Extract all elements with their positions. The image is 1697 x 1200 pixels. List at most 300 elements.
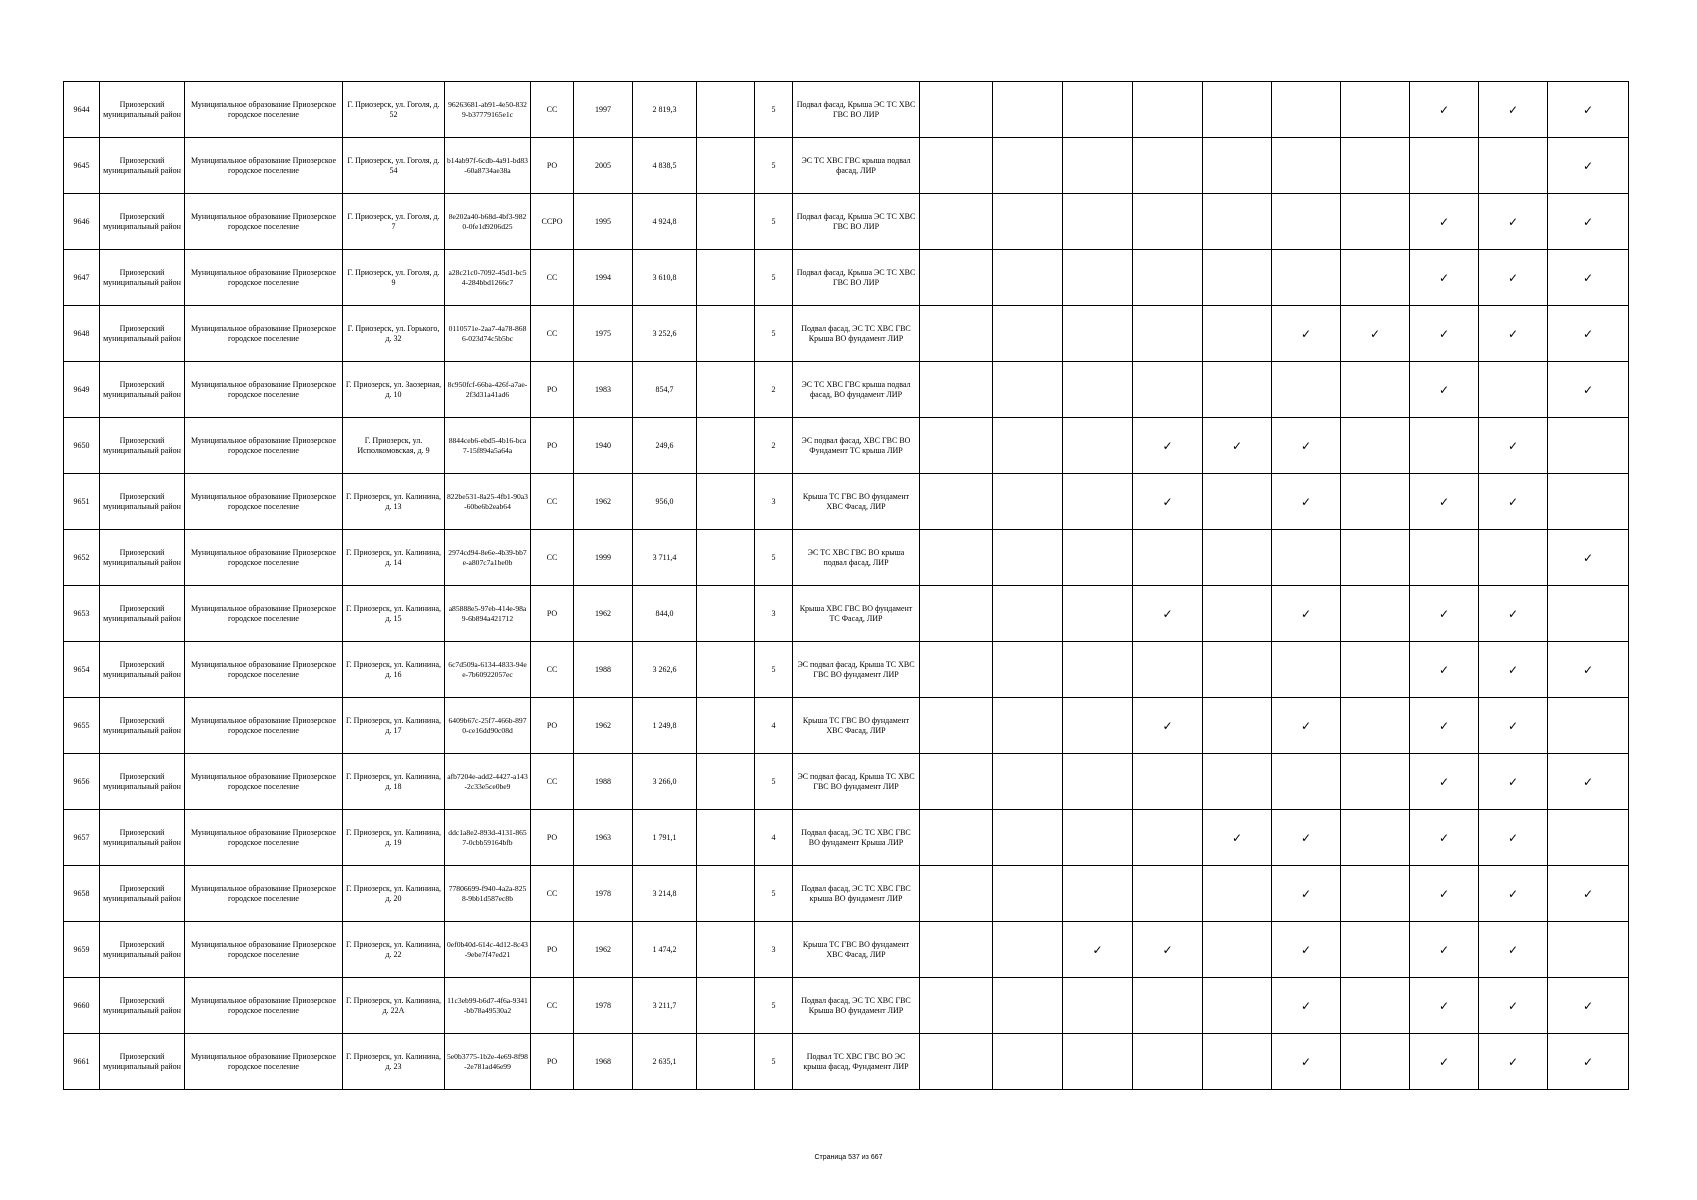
empty-check-cell (920, 642, 993, 698)
checkmark-icon: ✓ (1341, 306, 1410, 362)
checkmark-icon: ✓ (1063, 922, 1133, 978)
area-cell: 4 924,8 (633, 194, 697, 250)
wall-type-cell: РО (531, 362, 574, 418)
district-cell: Приозерский муниципальный район (100, 866, 185, 922)
wall-type-cell: РО (531, 698, 574, 754)
district-cell: Приозерский муниципальный район (100, 754, 185, 810)
row-number: 9660 (64, 978, 100, 1034)
floors-cell: 3 (755, 586, 793, 642)
area-cell: 3 262,6 (633, 642, 697, 698)
empty-check-cell (1133, 978, 1203, 1034)
table-row (64, 474, 1629, 530)
checkmark-icon: ✓ (1410, 866, 1479, 922)
address-cell: Г. Приозерск, ул. Гоголя, д. 52 (343, 82, 445, 138)
wall-type-cell: ССРО (531, 194, 574, 250)
empty-check-cell (1063, 698, 1133, 754)
row-number: 9657 (64, 810, 100, 866)
address-cell: Г. Приозерск, ул. Калинина, д. 22А (343, 978, 445, 1034)
empty-check-cell (1203, 474, 1272, 530)
table-row (64, 642, 1629, 698)
address-cell: Г. Приозерск, ул. Горького, д. 32 (343, 306, 445, 362)
address-cell: Г. Приозерск, ул. Калинина, д. 17 (343, 698, 445, 754)
area-cell: 3 252,6 (633, 306, 697, 362)
empty-check-cell (1203, 250, 1272, 306)
address-cell: Г. Приозерск, ул. Гоголя, д. 9 (343, 250, 445, 306)
checkmark-icon: ✓ (1479, 978, 1548, 1034)
checkmark-icon: ✓ (1479, 698, 1548, 754)
empty-check-cell (993, 306, 1063, 362)
table-row (64, 530, 1629, 586)
empty-check-cell (920, 978, 993, 1034)
address-cell: Г. Приозерск, ул. Гоголя, д. 54 (343, 138, 445, 194)
address-cell: Г. Приозерск, ул. Калинина, д. 15 (343, 586, 445, 642)
municipality-cell: Муниципальное образование Приозерское городское поселение (185, 362, 343, 418)
works-cell: Подвал фасад, Крыша ЭС ТС ХВС ГВС ВО ЛИР (793, 82, 920, 138)
empty-check-cell (920, 754, 993, 810)
checkmark-icon: ✓ (1272, 978, 1341, 1034)
empty-check-cell (920, 474, 993, 530)
row-number: 9647 (64, 250, 100, 306)
row-number: 9656 (64, 754, 100, 810)
empty-cell (697, 810, 755, 866)
empty-check-cell (1548, 586, 1629, 642)
empty-check-cell (1133, 194, 1203, 250)
floors-cell: 4 (755, 698, 793, 754)
empty-check-cell (993, 754, 1063, 810)
table-row (64, 698, 1629, 754)
empty-check-cell (993, 194, 1063, 250)
address-cell: Г. Приозерск, ул. Калинина, д. 16 (343, 642, 445, 698)
row-number: 9649 (64, 362, 100, 418)
guid-cell: 5e0b3775-1b2e-4e69-8f98-2e781ad46e99 (445, 1034, 531, 1090)
checkmark-icon: ✓ (1410, 1034, 1479, 1090)
district-cell: Приозерский муниципальный район (100, 306, 185, 362)
empty-check-cell (1133, 754, 1203, 810)
empty-check-cell (1341, 530, 1410, 586)
checkmark-icon: ✓ (1548, 866, 1629, 922)
checkmark-icon: ✓ (1272, 698, 1341, 754)
wall-type-cell: СС (531, 82, 574, 138)
empty-check-cell (1341, 754, 1410, 810)
empty-check-cell (920, 362, 993, 418)
empty-check-cell (1203, 194, 1272, 250)
year-cell: 1962 (574, 474, 633, 530)
floors-cell: 5 (755, 530, 793, 586)
empty-check-cell (1341, 474, 1410, 530)
empty-cell (697, 642, 755, 698)
guid-cell: 2974cd94-8e6e-4b39-bb7e-a807c7a1be0b (445, 530, 531, 586)
table-row (64, 810, 1629, 866)
empty-cell (697, 138, 755, 194)
empty-check-cell (1341, 866, 1410, 922)
year-cell: 1968 (574, 1034, 633, 1090)
empty-check-cell (920, 530, 993, 586)
guid-cell: 822be531-8a25-4fb1-90a3-60be6b2eab64 (445, 474, 531, 530)
area-cell: 956,0 (633, 474, 697, 530)
empty-check-cell (1133, 1034, 1203, 1090)
checkmark-icon: ✓ (1410, 362, 1479, 418)
empty-check-cell (920, 250, 993, 306)
wall-type-cell: СС (531, 306, 574, 362)
empty-check-cell (1341, 922, 1410, 978)
checkmark-icon: ✓ (1410, 810, 1479, 866)
empty-check-cell (993, 138, 1063, 194)
empty-check-cell (993, 362, 1063, 418)
table-row (64, 250, 1629, 306)
municipality-cell: Муниципальное образование Приозерское городское поселение (185, 82, 343, 138)
empty-check-cell (1203, 642, 1272, 698)
empty-check-cell (1203, 586, 1272, 642)
empty-check-cell (993, 586, 1063, 642)
wall-type-cell: СС (531, 474, 574, 530)
row-number: 9652 (64, 530, 100, 586)
address-cell: Г. Приозерск, ул. Гоголя, д. 7 (343, 194, 445, 250)
municipality-cell: Муниципальное образование Приозерское городское поселение (185, 810, 343, 866)
district-cell: Приозерский муниципальный район (100, 474, 185, 530)
table-row (64, 978, 1629, 1034)
empty-check-cell (1063, 418, 1133, 474)
empty-check-cell (1203, 866, 1272, 922)
empty-cell (697, 474, 755, 530)
empty-check-cell (1063, 866, 1133, 922)
empty-check-cell (920, 82, 993, 138)
guid-cell: b14ab97f-6cdb-4a91-bd83-60a8734ae38a (445, 138, 531, 194)
row-number: 9645 (64, 138, 100, 194)
empty-cell (697, 754, 755, 810)
empty-check-cell (1272, 754, 1341, 810)
checkmark-icon: ✓ (1410, 978, 1479, 1034)
empty-check-cell (1203, 978, 1272, 1034)
municipality-cell: Муниципальное образование Приозерское городское поселение (185, 418, 343, 474)
area-cell: 1 474,2 (633, 922, 697, 978)
empty-check-cell (920, 922, 993, 978)
floors-cell: 3 (755, 922, 793, 978)
checkmark-icon: ✓ (1410, 194, 1479, 250)
address-cell: Г. Приозерск, ул. Исполкомовская, д. 9 (343, 418, 445, 474)
works-cell: ЭС подвал фасад, Крыша ТС ХВС ГВС ВО фундамент ЛИР (793, 642, 920, 698)
empty-check-cell (1479, 530, 1548, 586)
guid-cell: a28c21c0-7092-45d1-bc54-284bbd1266c7 (445, 250, 531, 306)
works-cell: Крыша ХВС ГВС ВО фундамент ТС Фасад, ЛИР (793, 586, 920, 642)
empty-check-cell (993, 698, 1063, 754)
row-number: 9653 (64, 586, 100, 642)
year-cell: 1978 (574, 866, 633, 922)
year-cell: 1962 (574, 922, 633, 978)
municipality-cell: Муниципальное образование Приозерское городское поселение (185, 754, 343, 810)
empty-check-cell (1063, 194, 1133, 250)
empty-check-cell (1063, 642, 1133, 698)
area-cell: 854,7 (633, 362, 697, 418)
year-cell: 1962 (574, 698, 633, 754)
checkmark-icon: ✓ (1133, 586, 1203, 642)
empty-check-cell (1063, 250, 1133, 306)
works-cell: Подвал фасад, ЭС ТС ХВС ГВС Крыша ВО фундамент ЛИР (793, 978, 920, 1034)
empty-check-cell (1272, 530, 1341, 586)
wall-type-cell: РО (531, 810, 574, 866)
empty-check-cell (1341, 810, 1410, 866)
row-number: 9646 (64, 194, 100, 250)
wall-type-cell: РО (531, 586, 574, 642)
floors-cell: 4 (755, 810, 793, 866)
empty-check-cell (1410, 530, 1479, 586)
empty-check-cell (993, 530, 1063, 586)
checkmark-icon: ✓ (1479, 474, 1548, 530)
area-cell: 2 635,1 (633, 1034, 697, 1090)
guid-cell: afb7204e-add2-4427-a143-2c33e5ce0be9 (445, 754, 531, 810)
empty-check-cell (1133, 306, 1203, 362)
table-row (64, 866, 1629, 922)
row-number: 9654 (64, 642, 100, 698)
guid-cell: 6c7d509a-6134-4833-94ee-7b60922057ec (445, 642, 531, 698)
floors-cell: 5 (755, 82, 793, 138)
area-cell: 3 214,8 (633, 866, 697, 922)
empty-check-cell (993, 866, 1063, 922)
guid-cell: 11c3eb99-b6d7-4f6a-9341-bb78a49530a2 (445, 978, 531, 1034)
empty-check-cell (1479, 138, 1548, 194)
municipality-cell: Муниципальное образование Приозерское городское поселение (185, 530, 343, 586)
checkmark-icon: ✓ (1479, 810, 1548, 866)
municipality-cell: Муниципальное образование Приозерское городское поселение (185, 194, 343, 250)
floors-cell: 5 (755, 250, 793, 306)
empty-cell (697, 586, 755, 642)
checkmark-icon: ✓ (1272, 866, 1341, 922)
table-body (64, 82, 1629, 1090)
table-row (64, 922, 1629, 978)
empty-check-cell (1203, 754, 1272, 810)
empty-check-cell (1341, 250, 1410, 306)
empty-check-cell (920, 138, 993, 194)
guid-cell: 8844ceb6-ebd5-4b16-bca7-15f894a5a64a (445, 418, 531, 474)
guid-cell: a85888e5-97eb-414e-98a9-6b894a421712 (445, 586, 531, 642)
checkmark-icon: ✓ (1272, 586, 1341, 642)
district-cell: Приозерский муниципальный район (100, 978, 185, 1034)
empty-check-cell (1203, 698, 1272, 754)
empty-check-cell (1063, 754, 1133, 810)
table-row (64, 362, 1629, 418)
checkmark-icon: ✓ (1548, 978, 1629, 1034)
checkmark-icon: ✓ (1479, 82, 1548, 138)
address-cell: Г. Приозерск, ул. Калинина, д. 19 (343, 810, 445, 866)
year-cell: 1988 (574, 642, 633, 698)
checkmark-icon: ✓ (1548, 306, 1629, 362)
year-cell: 1978 (574, 978, 633, 1034)
area-cell: 3 266,0 (633, 754, 697, 810)
area-cell: 2 819,3 (633, 82, 697, 138)
works-cell: Подвал фасад, Крыша ЭС ТС ХВС ГВС ВО ЛИР (793, 194, 920, 250)
district-cell: Приозерский муниципальный район (100, 418, 185, 474)
floors-cell: 3 (755, 474, 793, 530)
year-cell: 1997 (574, 82, 633, 138)
empty-check-cell (920, 810, 993, 866)
row-number: 9651 (64, 474, 100, 530)
floors-cell: 5 (755, 978, 793, 1034)
floors-cell: 5 (755, 642, 793, 698)
empty-check-cell (1063, 978, 1133, 1034)
empty-check-cell (1203, 1034, 1272, 1090)
empty-check-cell (1341, 1034, 1410, 1090)
address-cell: Г. Приозерск, ул. Калинина, д. 22 (343, 922, 445, 978)
empty-cell (697, 418, 755, 474)
empty-check-cell (1133, 82, 1203, 138)
works-cell: Подвал фасад, ЭС ТС ХВС ГВС крыша ВО фундамент ЛИР (793, 866, 920, 922)
row-number: 9655 (64, 698, 100, 754)
floors-cell: 2 (755, 418, 793, 474)
municipality-cell: Муниципальное образование Приозерское городское поселение (185, 586, 343, 642)
area-cell: 3 211,7 (633, 978, 697, 1034)
empty-check-cell (1203, 138, 1272, 194)
guid-cell: 0110571e-2aa7-4a78-8686-023d74c5b5bc (445, 306, 531, 362)
checkmark-icon: ✓ (1203, 418, 1272, 474)
floors-cell: 5 (755, 138, 793, 194)
wall-type-cell: СС (531, 866, 574, 922)
row-number: 9661 (64, 1034, 100, 1090)
checkmark-icon: ✓ (1548, 1034, 1629, 1090)
empty-check-cell (1063, 530, 1133, 586)
municipality-cell: Муниципальное образование Приозерское городское поселение (185, 698, 343, 754)
checkmark-icon: ✓ (1272, 474, 1341, 530)
address-cell: Г. Приозерск, ул. Заозерная, д. 10 (343, 362, 445, 418)
checkmark-icon: ✓ (1272, 810, 1341, 866)
table-row (64, 418, 1629, 474)
empty-check-cell (1341, 698, 1410, 754)
empty-check-cell (1341, 82, 1410, 138)
empty-check-cell (1133, 810, 1203, 866)
area-cell: 3 610,8 (633, 250, 697, 306)
guid-cell: 8e202a40-b68d-4bf3-9820-0fe1d9206d25 (445, 194, 531, 250)
district-cell: Приозерский муниципальный район (100, 922, 185, 978)
checkmark-icon: ✓ (1133, 474, 1203, 530)
empty-check-cell (1548, 922, 1629, 978)
checkmark-icon: ✓ (1272, 306, 1341, 362)
empty-cell (697, 922, 755, 978)
wall-type-cell: СС (531, 530, 574, 586)
empty-check-cell (920, 194, 993, 250)
municipality-cell: Муниципальное образование Приозерское городское поселение (185, 306, 343, 362)
year-cell: 1963 (574, 810, 633, 866)
table-row (64, 754, 1629, 810)
empty-cell (697, 866, 755, 922)
wall-type-cell: РО (531, 138, 574, 194)
table-row (64, 138, 1629, 194)
empty-check-cell (1341, 138, 1410, 194)
empty-check-cell (1063, 474, 1133, 530)
empty-check-cell (1341, 642, 1410, 698)
empty-check-cell (1341, 978, 1410, 1034)
empty-cell (697, 698, 755, 754)
checkmark-icon: ✓ (1133, 922, 1203, 978)
empty-cell (697, 530, 755, 586)
empty-check-cell (920, 698, 993, 754)
row-number: 9658 (64, 866, 100, 922)
district-cell: Приозерский муниципальный район (100, 530, 185, 586)
empty-check-cell (993, 1034, 1063, 1090)
checkmark-icon: ✓ (1548, 138, 1629, 194)
works-cell: ЭС ТС ХВС ГВС крыша подвал фасад, ЛИР (793, 138, 920, 194)
floors-cell: 5 (755, 1034, 793, 1090)
checkmark-icon: ✓ (1548, 642, 1629, 698)
checkmark-icon: ✓ (1410, 474, 1479, 530)
year-cell: 1988 (574, 754, 633, 810)
checkmark-icon: ✓ (1272, 418, 1341, 474)
district-cell: Приозерский муниципальный район (100, 194, 185, 250)
empty-cell (697, 250, 755, 306)
checkmark-icon: ✓ (1410, 698, 1479, 754)
empty-check-cell (1548, 474, 1629, 530)
year-cell: 1940 (574, 418, 633, 474)
district-cell: Приозерский муниципальный район (100, 1034, 185, 1090)
empty-check-cell (920, 586, 993, 642)
empty-check-cell (1548, 418, 1629, 474)
municipality-cell: Муниципальное образование Приозерское городское поселение (185, 250, 343, 306)
municipality-cell: Муниципальное образование Приозерское городское поселение (185, 978, 343, 1034)
table-row (64, 306, 1629, 362)
wall-type-cell: РО (531, 1034, 574, 1090)
row-number: 9644 (64, 82, 100, 138)
empty-check-cell (1063, 810, 1133, 866)
wall-type-cell: СС (531, 978, 574, 1034)
works-cell: ЭС подвал фасад, ХВС ГВС ВО Фундамент ТС крыша ЛИР (793, 418, 920, 474)
works-cell: Подвал фасад, Крыша ЭС ТС ХВС ГВС ВО ЛИР (793, 250, 920, 306)
year-cell: 1999 (574, 530, 633, 586)
checkmark-icon: ✓ (1479, 418, 1548, 474)
checkmark-icon: ✓ (1479, 642, 1548, 698)
checkmark-icon: ✓ (1410, 306, 1479, 362)
works-cell: ЭС ТС ХВС ГВС крыша подвал фасад, ВО фундамент ЛИР (793, 362, 920, 418)
works-cell: Подвал фасад, ЭС ТС ХВС ГВС ВО фундамент Крыша ЛИР (793, 810, 920, 866)
guid-cell: 96263681-ab91-4e50-8329-b37779165e1c (445, 82, 531, 138)
empty-check-cell (1203, 306, 1272, 362)
works-cell: ЭС подвал фасад, Крыша ТС ХВС ГВС ВО фундамент ЛИР (793, 754, 920, 810)
row-number: 9659 (64, 922, 100, 978)
checkmark-icon: ✓ (1410, 586, 1479, 642)
wall-type-cell: СС (531, 754, 574, 810)
empty-check-cell (993, 418, 1063, 474)
empty-check-cell (920, 1034, 993, 1090)
empty-check-cell (1203, 82, 1272, 138)
municipality-cell: Муниципальное образование Приозерское городское поселение (185, 138, 343, 194)
address-cell: Г. Приозерск, ул. Калинина, д. 20 (343, 866, 445, 922)
empty-check-cell (1479, 362, 1548, 418)
empty-check-cell (920, 866, 993, 922)
checkmark-icon: ✓ (1410, 642, 1479, 698)
empty-check-cell (993, 978, 1063, 1034)
empty-check-cell (993, 922, 1063, 978)
checkmark-icon: ✓ (1548, 530, 1629, 586)
guid-cell: 0ef0b40d-614c-4d12-8c43-9ebe7f47ed21 (445, 922, 531, 978)
checkmark-icon: ✓ (1133, 698, 1203, 754)
empty-check-cell (1341, 194, 1410, 250)
wall-type-cell: РО (531, 922, 574, 978)
empty-check-cell (1133, 138, 1203, 194)
empty-check-cell (1063, 82, 1133, 138)
empty-check-cell (1272, 138, 1341, 194)
works-cell: Крыша ТС ГВС ВО фундамент ХВС Фасад, ЛИР (793, 474, 920, 530)
checkmark-icon: ✓ (1133, 418, 1203, 474)
municipality-cell: Муниципальное образование Приозерское городское поселение (185, 922, 343, 978)
empty-check-cell (1063, 362, 1133, 418)
guid-cell: 8c950fcf-66ba-426f-a7ae-2f3d31a41ad6 (445, 362, 531, 418)
empty-check-cell (1272, 642, 1341, 698)
checkmark-icon: ✓ (1410, 922, 1479, 978)
area-cell: 3 711,4 (633, 530, 697, 586)
year-cell: 2005 (574, 138, 633, 194)
floors-cell: 2 (755, 362, 793, 418)
empty-check-cell (1133, 362, 1203, 418)
address-cell: Г. Приозерск, ул. Калинина, д. 14 (343, 530, 445, 586)
checkmark-icon: ✓ (1548, 82, 1629, 138)
guid-cell: 6409b67c-25f7-466b-8970-ce16dd90c08d (445, 698, 531, 754)
checkmark-icon: ✓ (1479, 1034, 1548, 1090)
